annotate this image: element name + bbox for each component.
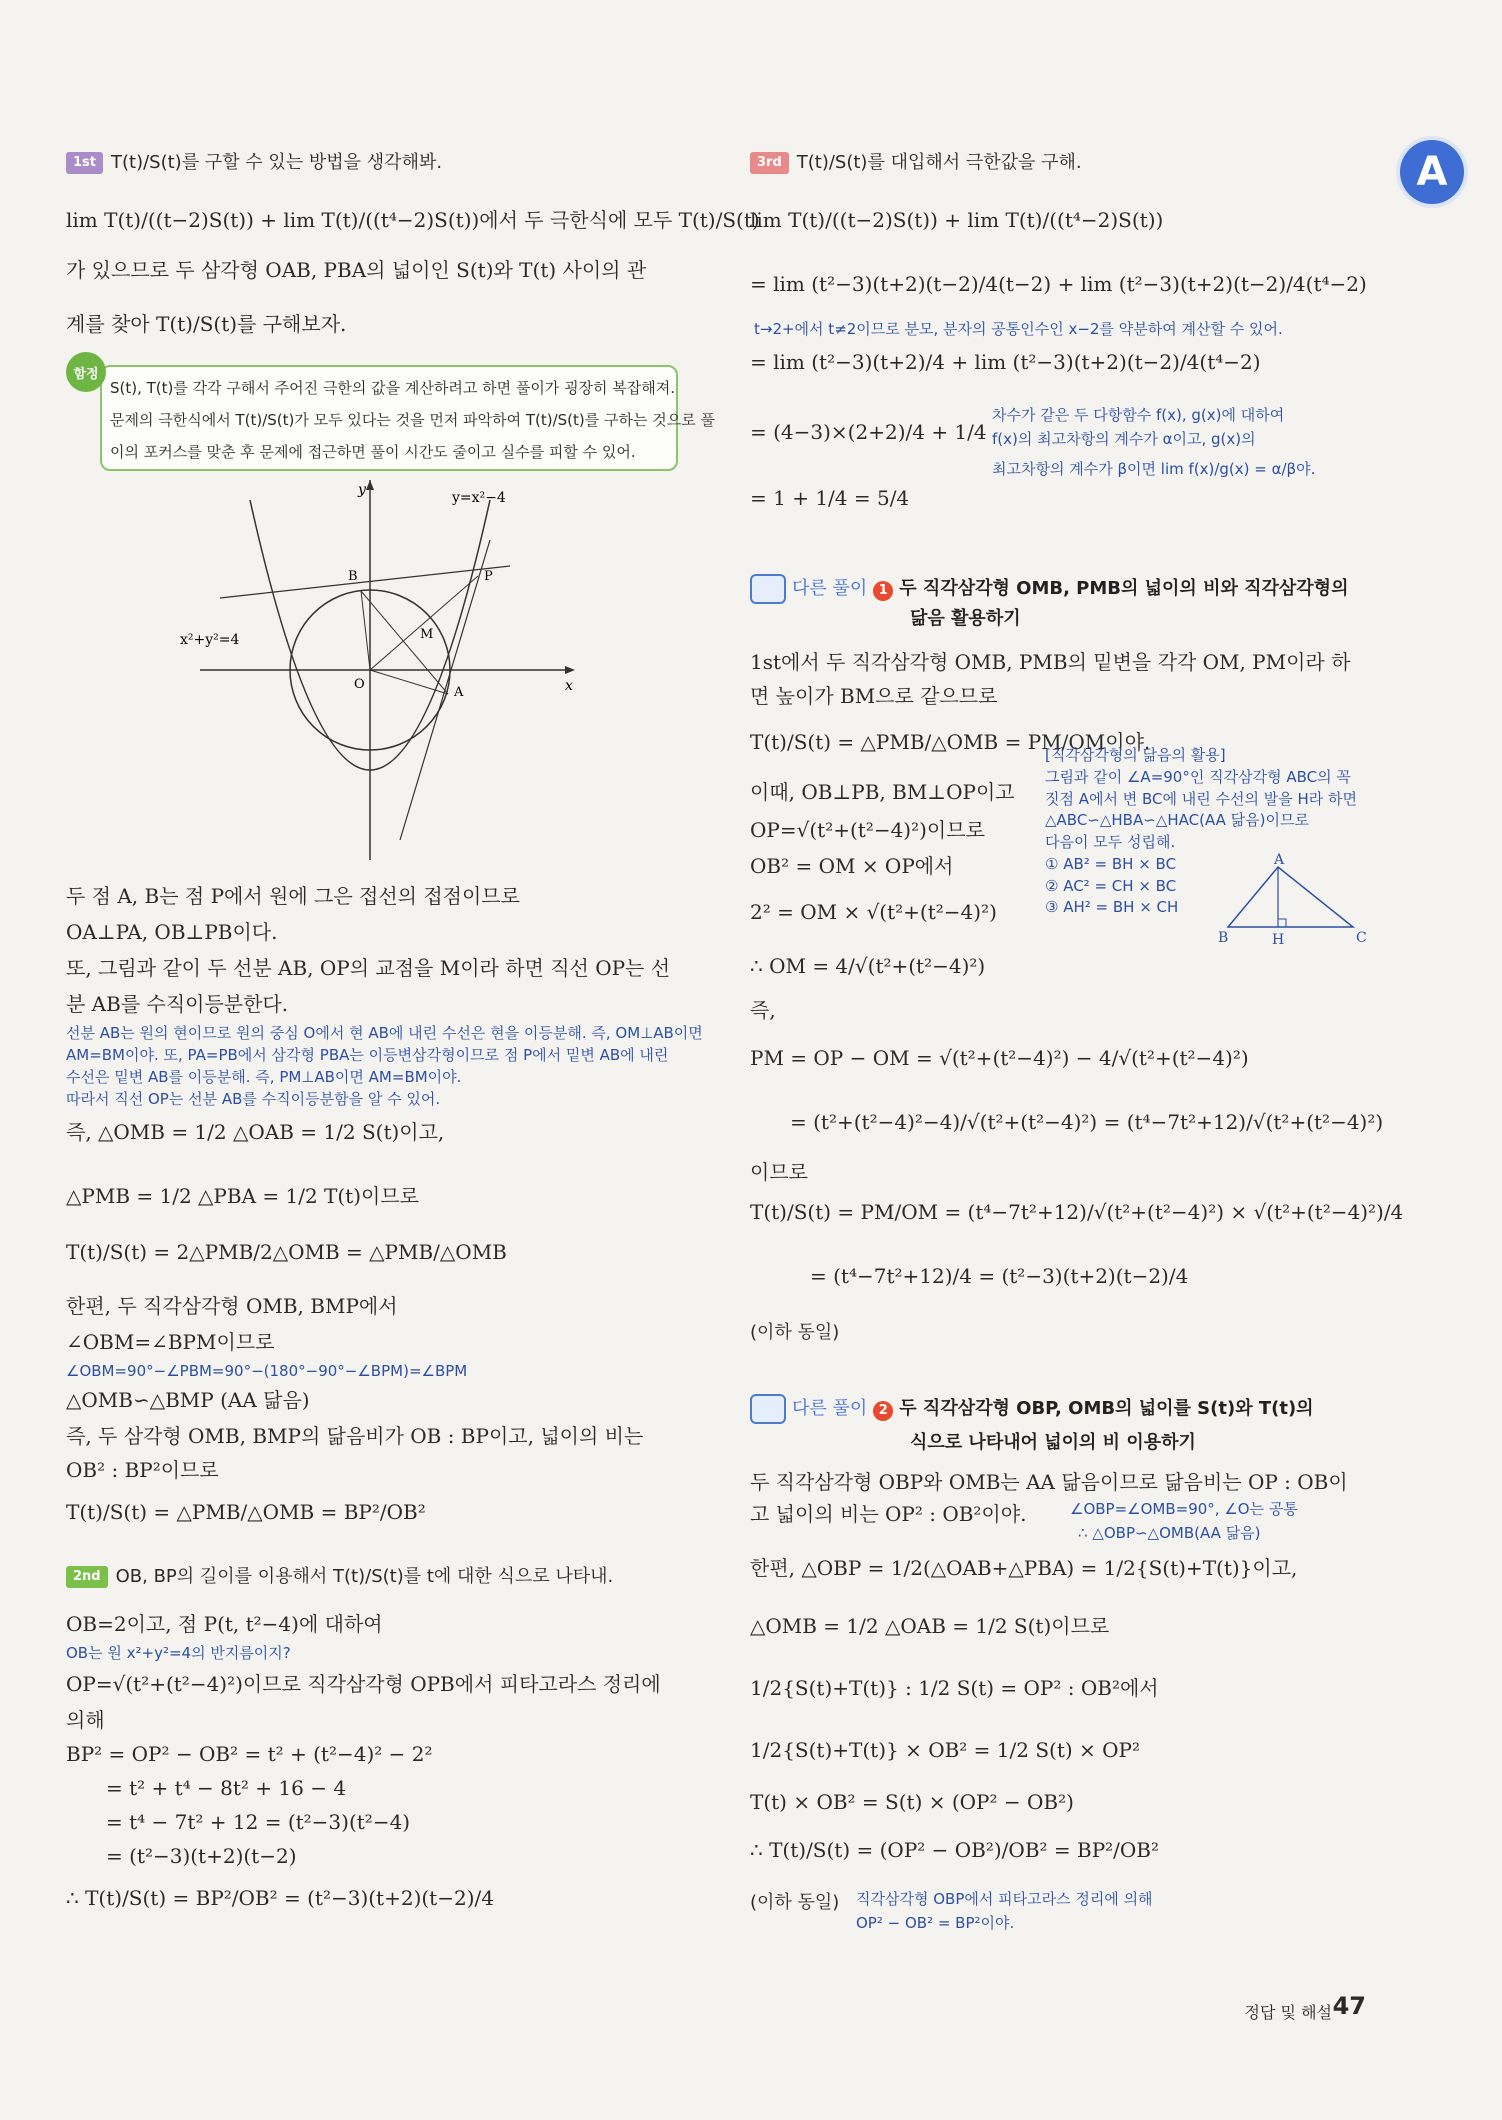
step2-line8: ∴ T(t)/S(t) = BP²/OB² = (t²−3)(t+2)(t−2)/4 [66, 1886, 494, 1910]
body-line3: 또, 그림과 같이 두 선분 AB, OP의 교점을 M이라 하면 직선 OP는 선 [66, 956, 671, 980]
step1-badge: 1st [66, 152, 103, 174]
triangle-figure [1218, 852, 1378, 952]
tri-label-b: B [1218, 930, 1229, 946]
y-axis-arrow-icon [366, 480, 374, 490]
similar-note-line3: △ABC∽△HBA∽△HAC(AA 닮음)이므로 [1045, 811, 1309, 830]
alt1-line12: 이므로 [750, 1160, 808, 1184]
alt1-line10: PM = OP − OM = √(t²+(t²−4)²) − 4/√(t²+(t²−4)²) [750, 1046, 1249, 1070]
eq7: 즉, 두 삼각형 OMB, BMP의 닮음비가 OB : BP이고, 넓이의 비는 [66, 1424, 644, 1448]
eq5: ∠OBM=∠BPM이므로 [66, 1330, 275, 1354]
step2-line1-note: OB는 원 x²+y²=4의 반지름이지? [66, 1644, 291, 1662]
alt-solution-icon [750, 574, 786, 604]
alt1-line14: = (t⁴−7t²+12)/4 = (t²−3)(t+2)(t−2)/4 [810, 1264, 1189, 1288]
step3-line2-note: t→2+에서 t≠2이므로 분모, 분자의 공통인수인 x−2를 약분하여 계산할 수 있어. [754, 320, 1283, 338]
eq1: 즉, △OMB = 1/2 △OAB = 1/2 S(t)이고, [66, 1120, 445, 1144]
alt2-line5: 1/2{S(t)+T(t)} : 1/2 S(t) = OP² : OB²에서 [750, 1676, 1159, 1700]
alt1-line15: (이하 동일) [750, 1322, 840, 1343]
label-a: A [454, 685, 464, 700]
alt1-line2: 면 높이가 BM으로 같으므로 [750, 684, 998, 708]
eq8: OB² : BP²이므로 [66, 1458, 219, 1482]
step1-line1: lim T(t)/((t−2)S(t)) + lim T(t)/((t⁴−2)S(t))에서 두 극한식에 모두 T(t)/S(t) [66, 208, 760, 232]
alt1-line7: 2² = OM × √(t²+(t²−4)²) [750, 900, 997, 924]
step3-line2: = lim (t²−3)(t+2)(t−2)/4(t−2) + lim (t²−3)(t+2)(t−2)/4(t⁴−2) [750, 272, 1367, 296]
label-o: O [354, 677, 365, 692]
eq9: T(t)/S(t) = △PMB/△OMB = BP²/OB² [66, 1500, 426, 1524]
x-label: x [565, 678, 573, 694]
label-b: B [348, 569, 358, 584]
hint-box [100, 365, 715, 471]
alt2-title: 다른 풀이 2 두 직각삼각형 OBP, OMB의 넓이를 S(t)와 T(t)의 [750, 1394, 1314, 1424]
body-line2: OA⊥PA, OB⊥PB이다. [66, 920, 278, 944]
page-number: 47 [1332, 1992, 1366, 2020]
alt2-title2: 식으로 나타내어 넓이의 비 이용하기 [910, 1432, 1196, 1453]
circle-label: x²+y²=4 [180, 632, 240, 648]
step2-title: 2nd OB, BP의 길이를 이용해서 T(t)/S(t)를 t에 대한 식으로 나타내. [66, 1566, 613, 1588]
alt1-line1: 1st에서 두 직각삼각형 OMB, PMB의 밑변을 각각 OM, PM이라 하 [750, 650, 1351, 674]
alt1-line9: 즉, [750, 998, 776, 1022]
right-angle-mark [1278, 919, 1286, 927]
alt1-line6: OB² = OM × OP에서 [750, 854, 954, 878]
eq4: 한편, 두 직각삼각형 OMB, BMP에서 [66, 1294, 398, 1318]
tri-label-a: A [1274, 852, 1285, 868]
alt2-line7: T(t) × OB² = S(t) × (OP² − OB²) [750, 1790, 1074, 1814]
alt1-line13: T(t)/S(t) = PM/OM = (t⁴−7t²+12)/√(t²+(t²−4)²) × √(t²+(t²−4)²)/4 [750, 1200, 1404, 1224]
step3-line5: = 1 + 1/4 = 5/4 [750, 486, 910, 510]
alt2-line4: △OMB = 1/2 △OAB = 1/2 S(t)이므로 [750, 1614, 1110, 1638]
label-p: P [484, 569, 493, 584]
step1-line2: 가 있으므로 두 삼각형 OAB, PBA의 넓이인 S(t)와 T(t) 사이의 관 [66, 258, 647, 282]
tri-label-h: H [1272, 932, 1285, 948]
alt2-line9-note1: 직각삼각형 OBP에서 피타고라스 정리에 의해 [856, 1890, 1153, 1908]
step3-line4-note1: 차수가 같은 두 다항함수 f(x), g(x)에 대하여 [992, 406, 1285, 424]
step3-line3: = lim (t²−3)(t+2)/4 + lim (t²−3)(t+2)(t−2)/4(t⁴−2) [750, 350, 1261, 374]
tri-label-c: C [1356, 930, 1367, 946]
body-line4: 분 AB를 수직이등분한다. [66, 992, 289, 1016]
step3-line4: = (4−3)×(2+2)/4 + 1/4 [750, 420, 987, 444]
body-line1: 두 점 A, B는 점 P에서 원에 그은 접선의 접점이므로 [66, 884, 520, 908]
alt2-line2: 고 넓이의 비는 OP² : OB²이야. [750, 1502, 1027, 1526]
segment-op [370, 576, 478, 670]
alt1-line8: ∴ OM = 4/√(t²+(t²−4)²) [750, 954, 986, 978]
alt2-line8: ∴ T(t)/S(t) = (OP² − OB²)/OB² = BP²/OB² [750, 1838, 1160, 1862]
y-label: y [358, 482, 366, 498]
step3-line4-note2: f(x)의 최고차항의 계수가 α이고, g(x)의 [992, 430, 1256, 448]
alt1-line5: OP=√(t²+(t²−4)²)이므로 [750, 818, 985, 842]
graph [180, 480, 600, 860]
eq3: T(t)/S(t) = 2△PMB/2△OMB = △PMB/△OMB [66, 1240, 507, 1264]
hint-line1: S(t), T(t)를 각각 구해서 주어진 극한의 값을 계산하려고 하면 풀이가 굉장히 복잡해져. [110, 379, 676, 397]
step2-line2: OP=√(t²+(t²−4)²)이므로 직각삼각형 OPB에서 피타고라스 정리에 [66, 1672, 661, 1696]
parabola-label: y=x²−4 [452, 490, 506, 506]
similar-note-line1: 그림과 같이 ∠A=90°인 직각삼각형 ABC의 꼭 [1045, 767, 1351, 786]
segment-ab [361, 591, 448, 694]
segment-ob [361, 591, 370, 670]
alt1-title: 다른 풀이 1 두 직각삼각형 OMB, PMB의 넓이의 비와 직각삼각형의 [750, 574, 1348, 604]
step3-line4-note3: 최고차항의 계수가 β이면 lim f(x)/g(x) = α/β야. [992, 460, 1316, 478]
hint-line2: 문제의 극한식에서 T(t)/S(t)가 모두 있다는 것을 먼저 파악하여 T(t)/S(t)를 구하는 것으로 풀 [110, 411, 715, 429]
alt1-title2: 닮음 활용하기 [910, 608, 1021, 629]
alt1-line4: 이때, OB⊥PB, BM⊥OP이고 [750, 780, 1015, 804]
step3-line1: lim T(t)/((t−2)S(t)) + lim T(t)/((t⁴−2)S(t)) [750, 208, 1164, 232]
alt2-line6: 1/2{S(t)+T(t)} × OB² = 1/2 S(t) × OP² [750, 1738, 1141, 1762]
label-m: M [420, 627, 434, 642]
eq2: △PMB = 1/2 △PBA = 1/2 T(t)이므로 [66, 1184, 419, 1208]
footer-label: 정답 및 해설 [1244, 2003, 1332, 2022]
similar-note-title: [직각삼각형의 닮음의 활용] [1045, 746, 1226, 764]
eq5-note: ∠OBM=90°−∠PBM=90°−(180°−90°−∠BPM)=∠BPM [66, 1362, 468, 1380]
step2-line6: = t⁴ − 7t² + 12 = (t²−3)(t²−4) [106, 1810, 411, 1834]
step2-badge: 2nd [66, 1566, 108, 1588]
step1-line3: 계를 찾아 T(t)/S(t)를 구해보자. [66, 312, 347, 336]
similar-note-r3: ③ AH² = BH × CH [1045, 898, 1179, 917]
similar-note-r1: ① AB² = BH × BC [1045, 854, 1177, 873]
body-note4: 따라서 직선 OP는 선분 AB를 수직이등분함을 알 수 있어. [66, 1090, 441, 1108]
hint-badge: 함정 [66, 352, 106, 392]
step3-title: 3rd T(t)/S(t)를 대입해서 극한값을 구해. [750, 152, 1082, 174]
body-note2: AM=BM이야. 또, PA=PB에서 삼각형 PBA는 이등변삼각형이므로 점 P에서 밑변 AB에 내린 [66, 1046, 669, 1064]
step2-line5: = t² + t⁴ − 8t² + 16 − 4 [106, 1776, 347, 1800]
similar-note-line4: 다음이 모두 성립해. [1045, 833, 1176, 851]
segment-oa [370, 670, 448, 694]
body-note1: 선분 AB는 원의 현이므로 원의 중심 O에서 현 AB에 내린 수선은 현을 이등분해. 즉, OM⊥AB이면 [66, 1024, 703, 1042]
alt2-line3: 한편, △OBP = 1/2(△OAB+△PBA) = 1/2{S(t)+T(t)}이고, [750, 1556, 1298, 1580]
step2-line4: BP² = OP² − OB² = t² + (t²−4)² − 2² [66, 1742, 433, 1766]
body-note3: 수선은 밑변 AB를 이등분해. 즉, PM⊥AB이면 AM=BM이야. [66, 1068, 462, 1086]
alt1-line3: T(t)/S(t) = △PMB/△OMB = PM/OM이야. [750, 730, 1151, 754]
step2-line7: = (t²−3)(t+2)(t−2) [106, 1844, 297, 1868]
section-letter-badge: A [1400, 140, 1464, 204]
hint-line3: 이의 포커스를 맞춘 후 문제에 접근하면 풀이 시간도 줄이고 실수를 피할 수 있어. [110, 443, 636, 461]
triangle-abc [1228, 867, 1353, 927]
similar-note-line2: 짓점 A에서 변 BC에 내린 수선의 발을 H라 하면 [1045, 789, 1358, 808]
step1-title: 1st T(t)/S(t)를 구할 수 있는 방법을 생각해봐. [66, 152, 442, 174]
alt2-line1: 두 직각삼각형 OBP와 OMB는 AA 닮음이므로 닮음비는 OP : OB이 [750, 1470, 1348, 1494]
similar-note-r2: ② AC² = CH × BC [1045, 876, 1177, 895]
step2-line3: 의해 [66, 1708, 105, 1732]
alt-solution-icon [750, 1394, 786, 1424]
alt2-line2-note1: ∠OBP=∠OMB=90°, ∠O는 공통 [1070, 1500, 1298, 1518]
step2-line1: OB=2이고, 점 P(t, t²−4)에 대하여 [66, 1612, 383, 1636]
x-axis-arrow-icon [565, 666, 575, 674]
alt1-line11: = (t²+(t²−4)²−4)/√(t²+(t²−4)²) = (t⁴−7t²+12)/√(t²+(t²−4)²) [790, 1110, 1384, 1134]
alt2-line9: (이하 동일) [750, 1892, 840, 1913]
step3-badge: 3rd [750, 152, 789, 174]
eq6: △OMB∽△BMP (AA 닮음) [66, 1388, 310, 1412]
alt2-line2-note2: ∴ △OBP∽△OMB(AA 닮음) [1078, 1524, 1261, 1542]
alt2-line9-note2: OP² − OB² = BP²이야. [856, 1914, 1015, 1932]
